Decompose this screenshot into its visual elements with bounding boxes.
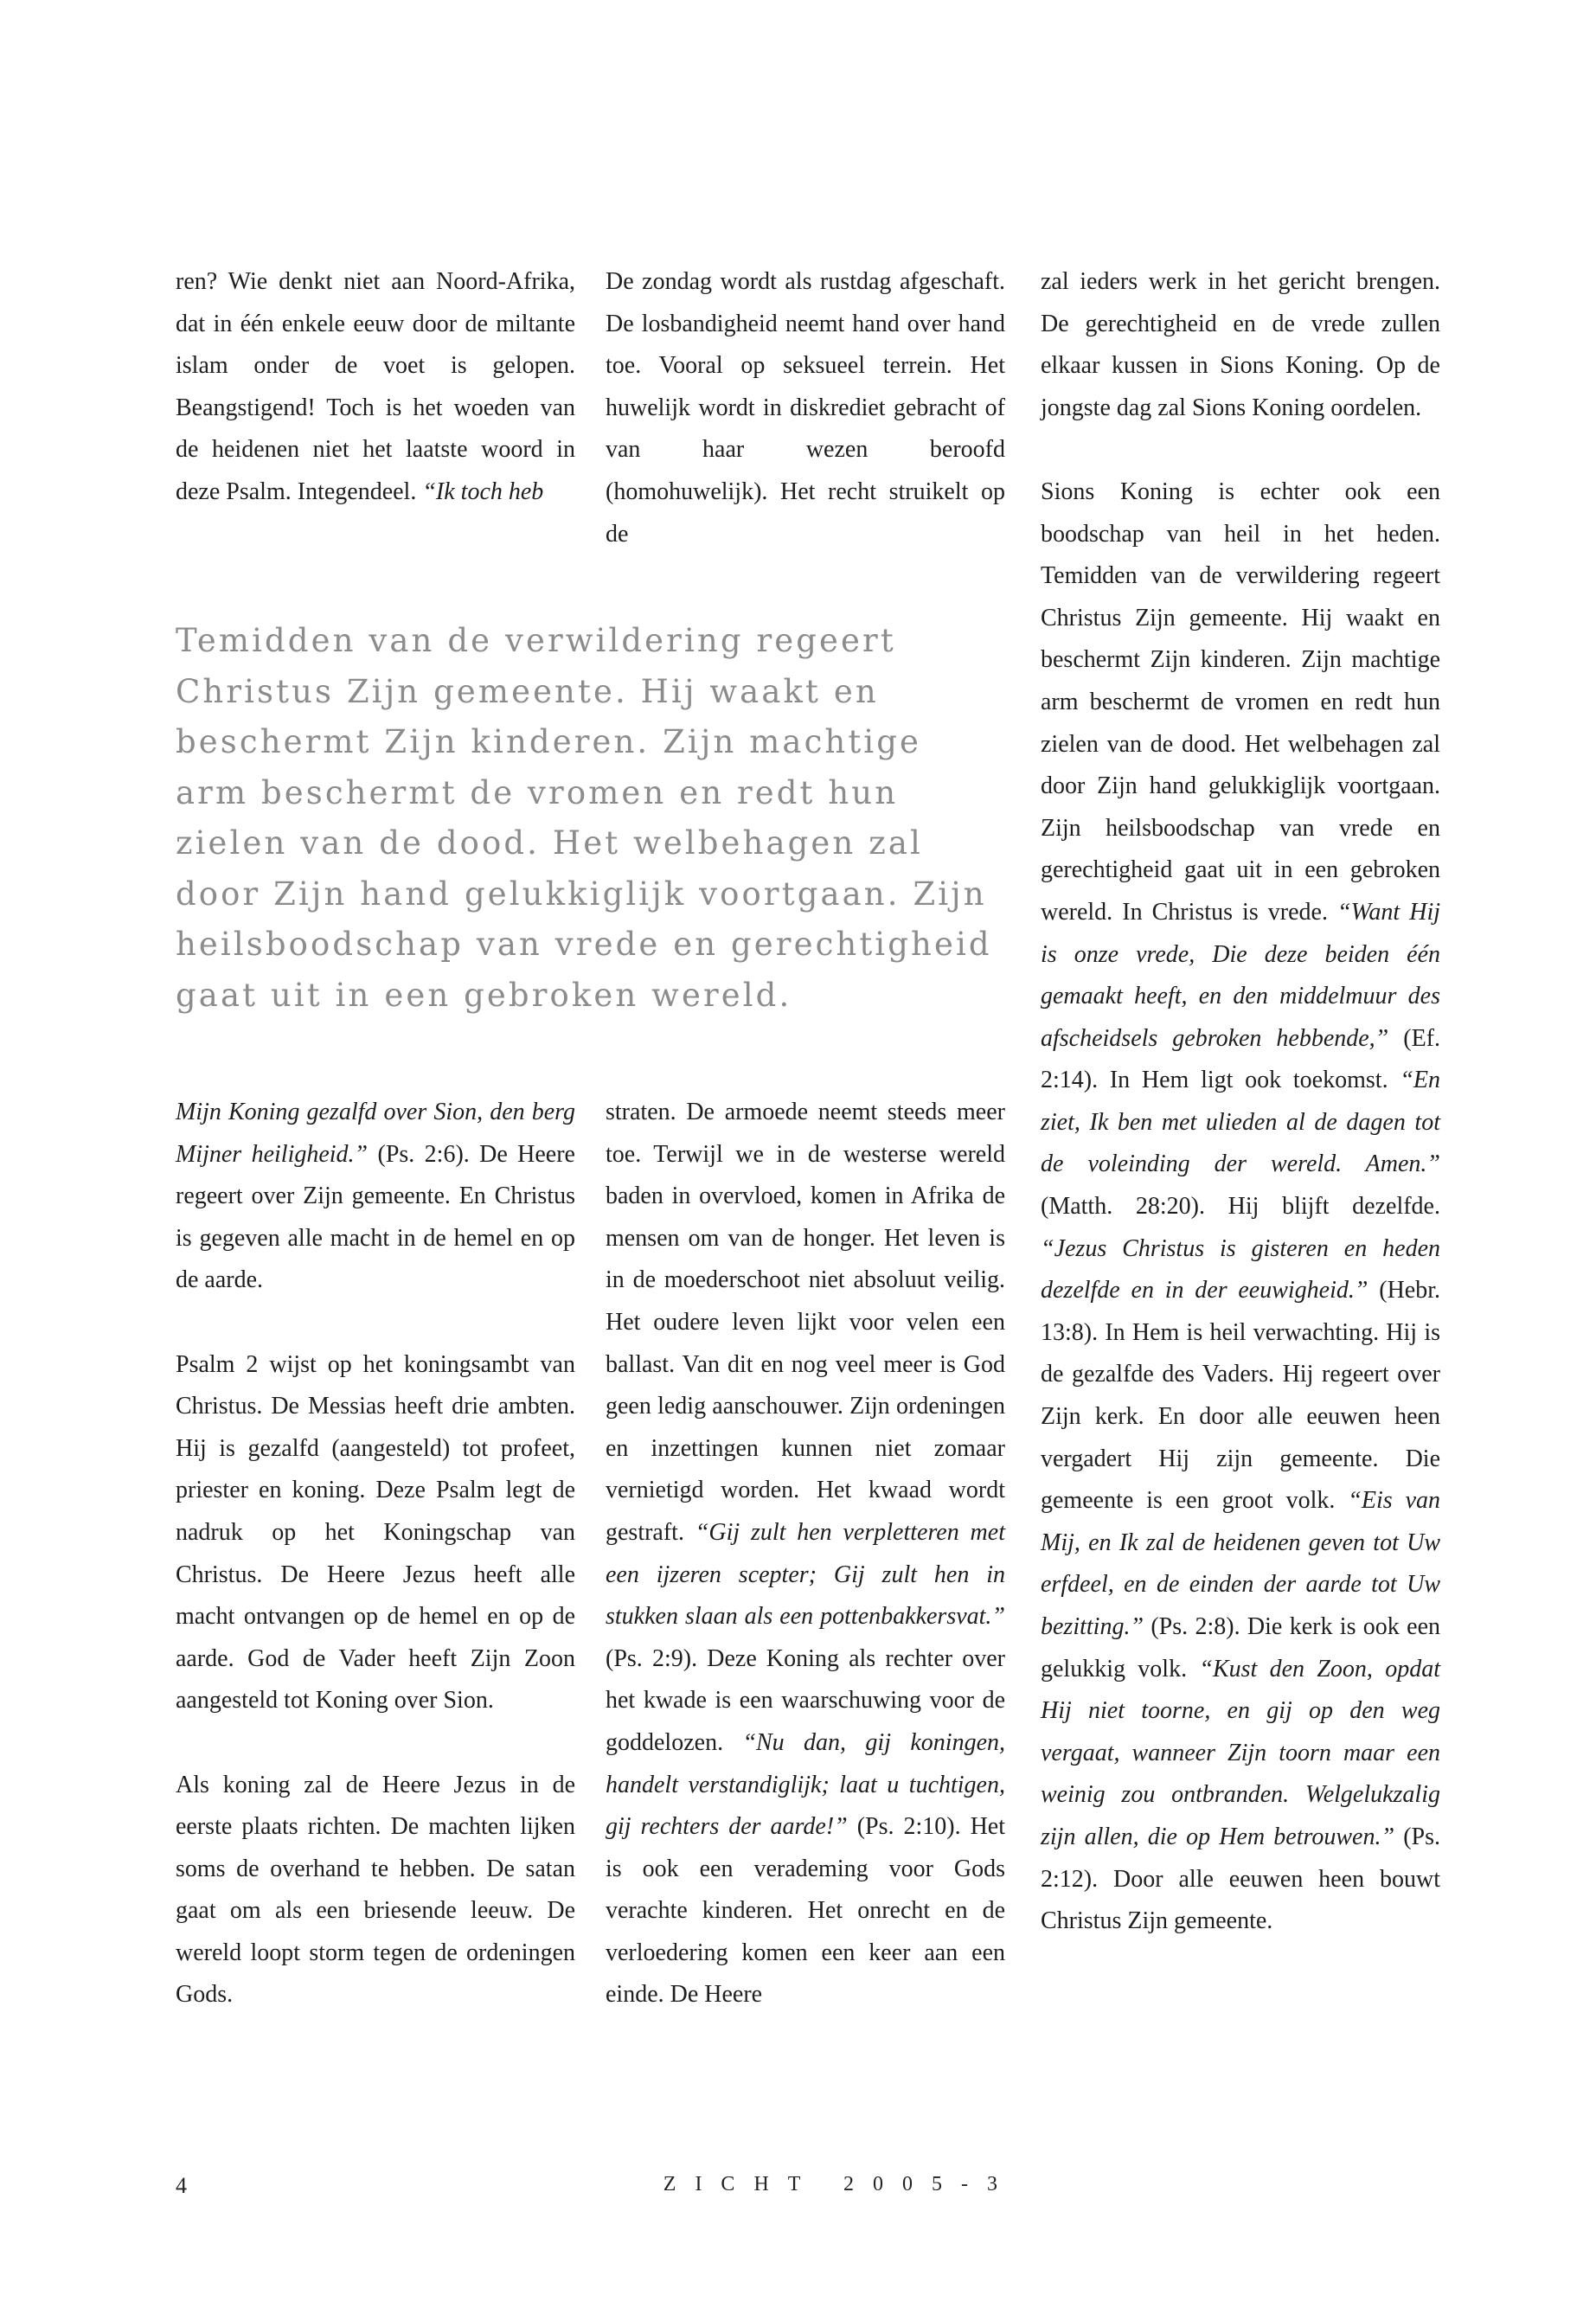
body-text: (Ps. 2:9). Deze Koning als rechter over het kwade is een waarschuwing voor de goddelozen. (606, 1644, 1005, 1756)
paragraph: Als koning zal de Heere Jezus in de eerste plaats richten. De machten lijken soms de overhand te hebben. De satan gaat om als een briesende leeuw. De wereld loopt storm tegen de ordeningen Gods. (176, 1771, 575, 2009)
column-2-top (606, 261, 1005, 555)
scripture-quote: “Jezus Christus is gisteren en heden dezelfde en in der eeuwigheid.” (1041, 1234, 1440, 1304)
column-2-bottom (606, 1092, 1005, 2016)
body-text: (Ps. 2:12). Door alle eeuwen heen bouwt Christus Zijn gemeente. (1041, 1823, 1440, 1935)
body-text: ren? Wie denkt niet aan Noord-Afrika, dat in één enkele eeuw door de miltante islam onder de voet is gelopen. Beangstigend! Toch is het woeden van de heidenen niet het laatste woord in deze Psalm. Integendeel. (176, 268, 575, 505)
body-text: (Hebr. 13:8). In Hem is heil verwachting. Hij is de gezalfde des Vaders. Hij regeert over Zijn kerk. En door alle eeuwen heen vergadert Hij zijn gemeente. Die gemeente is een groot volk. (1041, 1277, 1440, 1515)
scripture-quote: “Eis van Mij, en Ik zal de heidenen geven tot Uw erfdeel, en de einden der aarde tot Uw bezitting.” (1041, 1487, 1440, 1640)
paragraph: Psalm 2 wijst op het koningsambt van Christus. De Messias heeft drie ambten. Hij is gezalfd (aangesteld) tot profeet, priester en koning. Deze Psalm legt de nadruk op het Koningschap van Christus. De Heere Jezus heeft alle macht ontvangen op de hemel en op de aarde. God de Vader heeft Zijn Zoon aangesteld tot Koning over Sion. (176, 1350, 575, 1715)
scripture-quote: “Nu dan, gij koningen, handelt verstandiglijk; laat u tuchtigen, gij rechters der aarde!” (606, 1728, 1005, 1841)
body-text: (Ps. 2:10). Het is ook een verademing voor Gods verachte kinderen. Het onrecht en de verloedering komen een keer aan een einde. De Heere (606, 1813, 1006, 2009)
body-text: (Ef. 2:14). In Hem ligt ook toekomst. (1041, 1024, 1440, 1094)
column-3 (1041, 261, 1440, 1943)
page-number: 4 (176, 2173, 187, 2198)
paragraph: zal ieders werk in het gericht brengen. De gerechtigheid en de vrede zullen elkaar kussen in Sions Koning. Op de jongste dag zal Sions Koning oordelen. (1041, 268, 1440, 421)
paragraph (176, 1092, 575, 1302)
paragraph: De zondag wordt als rustdag afgeschaft. De losbandigheid neemt hand over hand toe. Vooral op seksueel terrein. Het huwelijk wordt in diskrediet gebracht of van haar wezen beroofd (homohuwelijk). Het recht struikelt op de (606, 268, 1005, 548)
body-text: (Matth. 28:20). Hij blijft dezelfde. (1041, 1193, 1440, 1221)
magazine-issue-label: ZICHT 2005-3 (663, 2173, 1016, 2195)
column-1-top (176, 261, 575, 514)
body-text: straten. De armoede neemt steeds meer toe. Terwijl we in de westerse wereld baden in overvloed, komen in Afrika de mensen om van de honger. Het leven is in de moederschoot niet absoluut veilig. Het oudere leven lijkt voor velen een ballast. Van dit en nog veel meer is God geen ledig aanschouwer. Zijn ordeningen en inzettingen kunnen niet zomaar vernietigd worden. Het kwaad wordt gestraft. (606, 1099, 1005, 1546)
paragraph (1041, 471, 1440, 1943)
paragraph (606, 1092, 1005, 2016)
pull-quote: Temidden van de verwildering regeert Christus Zijn gemeente. Hij waakt en beschermt Zijn kinderen. Zijn machtige arm beschermt de vromen en redt hun zielen van de dood. Het welbehagen zal door Zijn hand gelukkiglijk voortgaan. Zijn heilsboodschap van vrede en gerechtigheid gaat uit in een gebroken wereld. (176, 622, 992, 1014)
scripture-quote: “Ik toch heb (422, 478, 544, 505)
paragraph (176, 261, 575, 514)
column-1-bottom (176, 1092, 575, 2016)
body-text: (Ps. 2:8). Die kerk is ook een gelukkig volk. (1041, 1613, 1440, 1682)
scripture-quote: “Gij zult hen verpletteren met een ijzeren scepter; Gij zult hen in stukken slaan als een pottenbakkersvat.” (606, 1518, 1005, 1631)
body-text: (Ps. 2:6). De Heere regeert over Zijn gemeente. En Christus is gegeven alle macht in de hemel en op de aarde. (176, 1140, 575, 1294)
scripture-quote: Mijn Koning gezalfd over Sion, den berg Mijner heiligheid.” (176, 1099, 575, 1168)
scripture-quote: “Want Hij is onze vrede, Die deze beiden één gemaakt heeft, en den middelmuur des afscheidsels gebroken hebbende,” (1041, 898, 1440, 1052)
scripture-quote: “Kust den Zoon, opdat Hij niet toorne, en gij op den weg vergaat, wanneer Zijn toorn maar een weinig zou ontbranden. Welgelukzalig zijn allen, die op Hem betrouwen.” (1041, 1655, 1441, 1850)
body-text: Sions Koning is echter ook een boodschap van heil in het heden. Temidden van de verwildering regeert Christus Zijn gemeente. Hij waakt en beschermt Zijn kinderen. Zijn machtige arm beschermt de vromen en redt hun zielen van de dood. Het welbehagen zal door Zijn hand gelukkiglijk voortgaan. Zijn heilsboodschap van vrede en gerechtigheid gaat uit in een gebroken wereld. In Christus is vrede. (1041, 478, 1440, 926)
scripture-quote: “En ziet, Ik ben met ulieden al de dagen tot de voleinding der wereld. Amen.” (1041, 1067, 1440, 1178)
